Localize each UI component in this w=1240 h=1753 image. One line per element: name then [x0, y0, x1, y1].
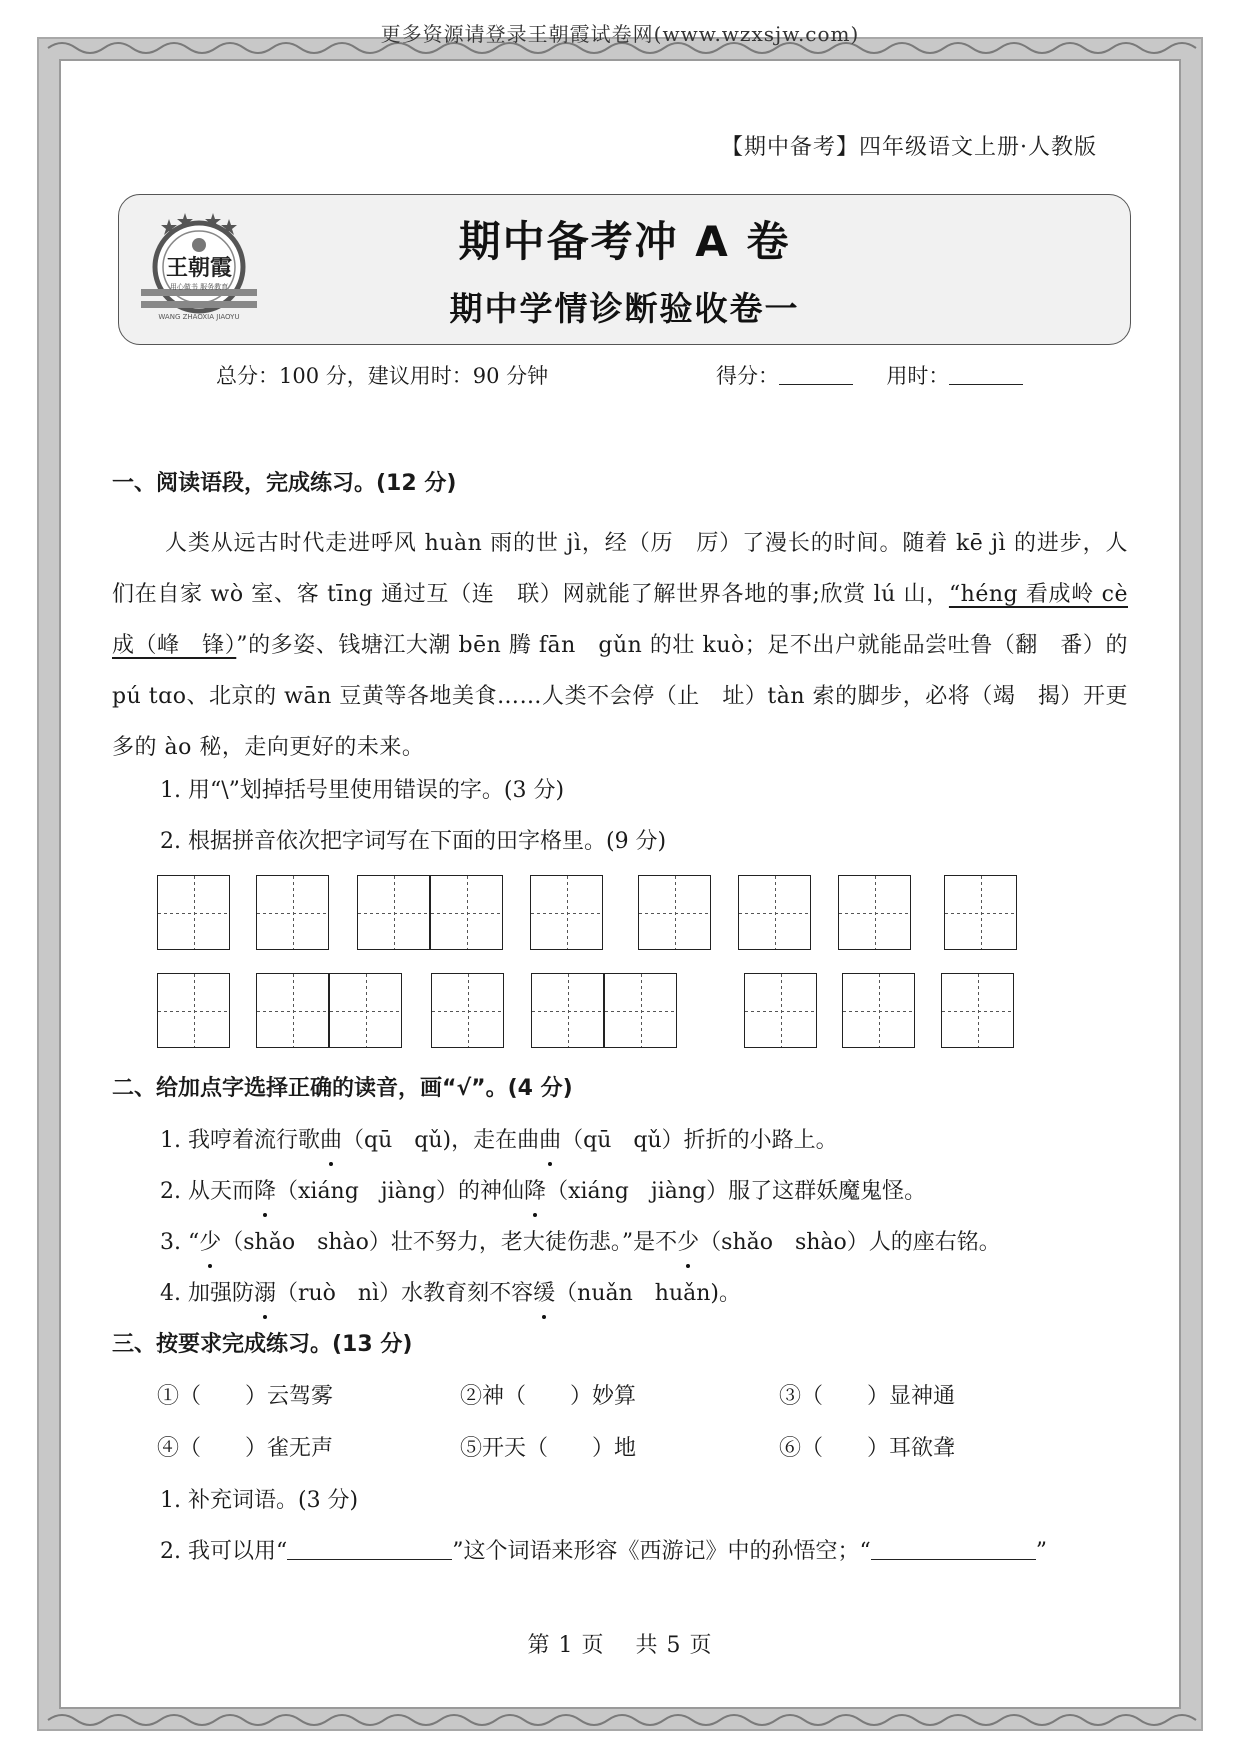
- pinyin-question: [112, 1174, 1128, 1225]
- idiom-option[interactable]: ①（ ）云驾雾: [157, 1384, 334, 1409]
- tianzige-box[interactable]: [738, 875, 811, 950]
- dotted-char: 溺: [254, 1276, 276, 1312]
- question-3-1: 1. 补充词语。(3 分): [160, 1488, 359, 1513]
- tianzige-box[interactable]: [944, 875, 1017, 950]
- time-label: 用时：: [886, 364, 950, 388]
- q-text: 3. “: [160, 1230, 200, 1255]
- page-footer: 第 1 页 共 5 页: [527, 1633, 713, 1658]
- section-3-heading: 三、按要求完成练习。(13 分): [112, 1332, 413, 1357]
- tianzige-row-2: [112, 973, 1128, 1071]
- q-text: （shǎo shào）壮不努力，老大徒伤悲。”是不: [221, 1230, 678, 1255]
- pinyin-question: [112, 1276, 1128, 1327]
- reading-passage: [112, 518, 1128, 773]
- pinyin-question: [112, 1123, 1128, 1174]
- q-text: （xiáng jiàng）服了这群妖魔鬼怪。: [546, 1179, 927, 1204]
- tianzige-box[interactable]: [744, 973, 817, 1048]
- logo-slogan: 用心做书 服务教育: [169, 283, 229, 291]
- idiom-option[interactable]: ③（ ）显神通: [779, 1384, 956, 1409]
- idiom-option[interactable]: ②神（ ）妙算: [460, 1384, 637, 1409]
- tianzige-box[interactable]: [431, 973, 504, 1048]
- idiom-option[interactable]: ⑥（ ）耳欲聋: [779, 1436, 956, 1461]
- answer-blank[interactable]: [871, 1538, 1036, 1560]
- score-blank[interactable]: [779, 365, 853, 385]
- q-text: （ruò nì）水教育刻不容: [276, 1281, 534, 1306]
- idiom-option[interactable]: ⑤开天（ ）地: [460, 1436, 637, 1461]
- tianzige-box[interactable]: [430, 875, 503, 950]
- tianzige-box[interactable]: [256, 875, 329, 950]
- passage-underlined: “héng 看成岭 cè 成（峰 锋）: [112, 582, 1128, 658]
- dotted-char: 曲: [539, 1123, 561, 1159]
- question-3-2: [112, 1534, 1128, 1585]
- answer-blank[interactable]: [287, 1538, 452, 1560]
- score-total: 总分：100 分，建议用时：90 分钟: [216, 364, 549, 388]
- sub-title: 期中学情诊断验收卷一: [449, 289, 800, 328]
- section-2-heading: 二、给加点字选择正确的读音，画“√”。(4 分): [112, 1076, 573, 1101]
- q-text: ”这个词语来形容《西游记》中的孙悟空；“: [452, 1539, 871, 1564]
- tianzige-box[interactable]: [157, 875, 230, 950]
- q-text: 2. 我可以用“: [160, 1539, 288, 1564]
- website-note: 更多资源请登录王朝霞试卷网(www.wzxsjw.com): [380, 22, 860, 46]
- q-text: 2. 从天而: [160, 1179, 254, 1204]
- title-banner: [118, 194, 1131, 345]
- logo-ring-text: WANG ZHAOXIA JIAOYU: [158, 313, 240, 321]
- question-1-2: 2. 根据拼音依次把字词写在下面的田字格里。(9 分): [160, 829, 667, 854]
- tianzige-box[interactable]: [604, 973, 677, 1048]
- score-fields: [716, 360, 1023, 390]
- dotted-char: 少: [199, 1225, 221, 1261]
- tianzige-box[interactable]: [941, 973, 1014, 1048]
- idiom-row-2: [112, 1431, 1128, 1483]
- tianzige-box[interactable]: [638, 875, 711, 950]
- series-tag: 【期中备考】四年级语文上册·人教版: [721, 135, 1097, 160]
- tianzige-box[interactable]: [838, 875, 911, 950]
- tianzige-box[interactable]: [531, 973, 604, 1048]
- got-label: 得分：: [716, 364, 779, 388]
- time-blank[interactable]: [949, 365, 1023, 385]
- tianzige-box[interactable]: [256, 973, 329, 1048]
- q-text: （shǎo shào）人的座右铭。: [699, 1230, 1001, 1255]
- idiom-row-1: [112, 1379, 1128, 1431]
- pinyin-question: [112, 1225, 1128, 1276]
- dotted-char: 曲: [320, 1123, 342, 1159]
- dotted-char: 降: [254, 1174, 276, 1210]
- q-text: （qū qǔ)，走在曲: [342, 1128, 540, 1153]
- logo-text: 王朝霞: [165, 255, 233, 281]
- tianzige-box[interactable]: [842, 973, 915, 1048]
- exam-content: [112, 466, 1128, 1585]
- tianzige-box[interactable]: [157, 973, 230, 1048]
- question-1-1: 1. 用“\”划掉括号里使用错误的字。(3 分): [160, 778, 565, 803]
- q-text: （xiáng jiàng）的神仙: [276, 1179, 525, 1204]
- q-text: 1. 我哼着流行歌: [160, 1128, 320, 1153]
- idiom-option[interactable]: ④（ ）雀无声: [157, 1436, 334, 1461]
- main-title: 期中备考冲 A 卷: [458, 217, 791, 266]
- dotted-char: 降: [524, 1174, 546, 1210]
- section-1-heading: 一、阅读语段，完成练习。(12 分): [112, 471, 457, 496]
- tianzige-box[interactable]: [357, 875, 430, 950]
- dotted-char: 少: [677, 1225, 699, 1261]
- q-text: （qū qǔ）折折的小路上。: [561, 1128, 838, 1153]
- dotted-char: 缓: [533, 1276, 555, 1312]
- tianzige-box[interactable]: [329, 973, 402, 1048]
- q-text: （nuǎn huǎn)。: [555, 1281, 741, 1306]
- passage-part-2: ”的多姿、钱塘江大潮 bēn 腾 fān gǔn 的壮 kuò；足不出户就能品尝吐鲁（翻 番）的 pú tɑo、北京的 wān 豆黄等各地美食……人类不会停（止 址）tàn 索的脚步，必将（竭 揭）开更多的 ào 秘，走向更好的未来。: [112, 633, 1128, 760]
- tianzige-row-1: [112, 875, 1128, 973]
- q-text: ”: [1035, 1539, 1047, 1564]
- passage-part-1: 人类从远古时代走进呼风 huàn 雨的世 jì，经（历 厉）了漫长的时间。随着 kē jì 的进步，人们在自家 wò 室、客 tīng 通过互（连 联）网就能了解世界各地的事;欣赏 lú 山，: [112, 531, 1128, 607]
- q-text: 4. 加强防: [160, 1281, 254, 1306]
- tianzige-box[interactable]: [530, 875, 603, 950]
